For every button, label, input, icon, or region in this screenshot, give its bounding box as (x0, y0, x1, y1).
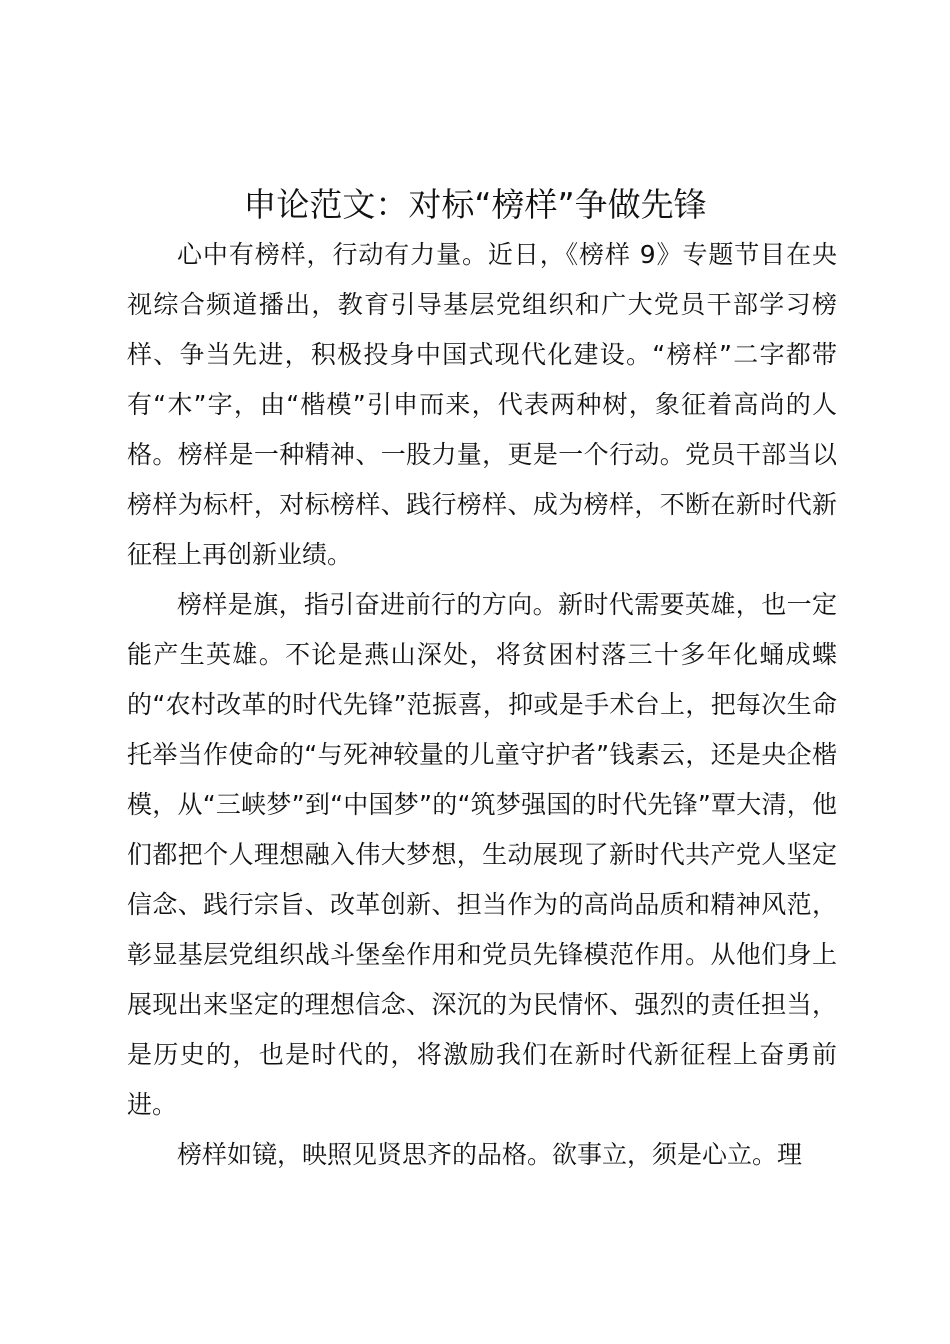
document-body (127, 230, 837, 1180)
paragraph-1: 心中有榜样，行动有力量。近日，《榜样 9》专题节目在央视综合频道播出，教育引导基层党组织和广大党员干部学习榜样、争当先进，积极投身中国式现代化建设。“榜样”二字都带有“木”字，由“楷模”引申而来，代表两种树，象征着高尚的人格。榜样是一种精神、一股力量，更是一个行动。党员干部当以榜样为标杆，对标榜样、践行榜样、成为榜样，不断在新时代新征程上再创新业绩。 (127, 240, 837, 569)
paragraph-2: 榜样是旗，指引奋进前行的方向。新时代需要英雄，也一定能产生英雄。不论是燕山深处，将贫困村落三十多年化蛹成蝶的“农村改革的时代先锋”范振喜，抑或是手术台上，把每次生命托举当作使命的“与死神较量的儿童守护者”钱素云，还是央企楷模，从“三峡梦”到“中国梦”的“筑梦强国的时代先锋”覃大清，他们都把个人理想融入伟大梦想，生动展现了新时代共产党人坚定信念、践行宗旨、改革创新、担当作为的高尚品质和精神风范，彰显基层党组织战斗堡垒作用和党员先锋模范作用。从他们身上展现出来坚定的理想信念、深沉的为民情怀、强烈的责任担当，是历史的，也是时代的，将激励我们在新时代新征程上奋勇前进。 (127, 590, 837, 1119)
paragraph-3: 榜样如镜，映照见贤思齐的品格。欲事立，须是心立。理 (177, 1140, 803, 1169)
document-title: 申论范文：对标“榜样”争做先锋 (243, 185, 707, 224)
